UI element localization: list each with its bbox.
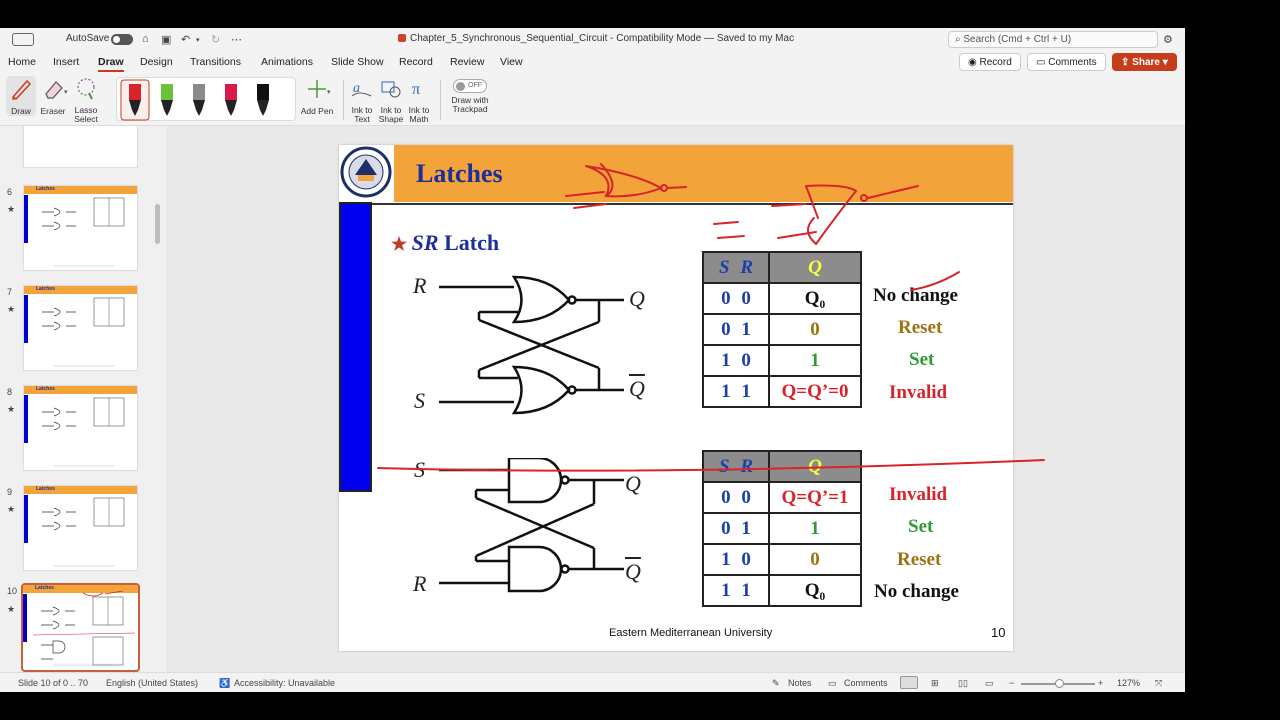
nor-status-reset: Reset	[898, 317, 943, 338]
slide-number: 9	[7, 487, 13, 497]
slide-number: 8	[7, 387, 13, 397]
share-button[interactable]	[1112, 53, 1177, 71]
svg-text:a: a	[353, 81, 360, 96]
eraser-icon	[40, 76, 66, 102]
nand-status-no-change: No change	[874, 581, 959, 602]
tab-draw[interactable]: Draw	[98, 56, 124, 68]
reading-view-icon[interactable]: ▯▯	[958, 678, 968, 688]
eraser-tool-label: Eraser	[40, 106, 66, 116]
header-sr: S R	[703, 252, 769, 283]
ink-to-shape-label: Ink to Shape	[378, 105, 404, 124]
animation-star-icon: ★	[7, 404, 16, 414]
lasso-select-button[interactable]	[72, 76, 100, 124]
subtitle-italic: SR	[411, 230, 439, 255]
autosave-label: AutoSave	[66, 33, 110, 44]
header-sr: S R	[703, 451, 769, 482]
lasso-select-label: Lasso Select	[74, 105, 98, 124]
search-placeholder: Search (Cmd + Ctrl + U)	[963, 34, 1072, 45]
notes-button[interactable]: Notes	[788, 678, 812, 688]
nand-status-invalid: Invalid	[889, 484, 948, 505]
add-pen-label: Add Pen	[300, 106, 334, 116]
nand-status-set: Set	[908, 516, 934, 537]
thumb-title: Latches	[36, 286, 55, 292]
slide-footer: Eastern Mediterranean University	[609, 627, 773, 639]
chevron-down-icon: ▾	[1162, 57, 1168, 68]
zoom-slider-knob[interactable]	[1055, 679, 1064, 688]
animation-star-icon: ★	[7, 504, 16, 514]
nor-status-invalid: Invalid	[889, 382, 948, 403]
pens-gallery-graphic	[117, 78, 297, 122]
redo-icon[interactable]: ↻	[211, 34, 221, 46]
header-q: Q	[769, 451, 861, 482]
pen-2[interactable]	[161, 84, 173, 116]
tab-insert[interactable]: Insert	[53, 56, 80, 68]
draw-with-trackpad-toggle[interactable]	[453, 79, 487, 93]
row-sr: 0 1	[703, 513, 769, 544]
tab-record[interactable]: Record	[399, 56, 433, 68]
row-sr: 1 0	[703, 544, 769, 575]
zoom-level[interactable]: 127%	[1117, 678, 1141, 688]
comments-status-button[interactable]: Comments	[844, 678, 888, 688]
undo-icon[interactable]: ↶	[181, 34, 191, 46]
zoom-out-icon[interactable]: −	[1009, 678, 1015, 688]
slide-sorter-view-icon[interactable]: ⊞	[931, 678, 939, 688]
more-options-icon[interactable]: ⋯	[231, 34, 242, 46]
thumb-content-graphic	[24, 286, 138, 371]
row-sr: 0 0	[703, 482, 769, 513]
undo-dropdown-chevron-icon[interactable]: ▾	[196, 37, 200, 44]
slide-show-view-icon[interactable]: ▭	[985, 678, 994, 688]
slide-thumbnail-9[interactable]	[23, 485, 138, 571]
language-indicator[interactable]: English (United States)	[106, 678, 199, 688]
star-bullet-icon: ★	[391, 234, 412, 254]
tab-design[interactable]: Design	[140, 56, 173, 68]
document-title-text: Chapter_5_Synchronous_Sequential_Circuit - Compatibility Mode — Saved to my Mac	[410, 33, 795, 44]
nor-input-top-label: R	[413, 273, 427, 298]
slide-page-number: 10	[991, 625, 1006, 640]
slide-thumbnail-10-selected[interactable]	[21, 583, 140, 672]
pen-4[interactable]	[225, 84, 237, 116]
animation-star-icon: ★	[7, 204, 16, 214]
animation-star-icon: ★	[7, 304, 16, 314]
powerpoint-file-icon	[398, 34, 406, 42]
row-sr: 1 1	[703, 376, 769, 407]
thumb-content-graphic	[23, 585, 140, 672]
ribbon-divider	[440, 80, 441, 120]
row-q: Q=Q’=0	[769, 376, 861, 407]
add-pen-chevron-down-icon[interactable]: ▾	[327, 89, 331, 96]
row-sr: 0 1	[703, 314, 769, 345]
ink-to-text-icon	[349, 76, 375, 102]
nand-input-top-label: S	[414, 457, 425, 482]
pi-icon	[406, 76, 432, 102]
nor-status-set: Set	[909, 349, 935, 370]
thumb-content-graphic	[24, 186, 138, 271]
notes-icon: ✎	[772, 678, 780, 688]
home-icon[interactable]: ⌂	[142, 33, 149, 45]
header-q: Q	[769, 252, 861, 283]
nor-status-no-change: No change	[873, 285, 958, 306]
nor-output-qbar-label: $\overline{Q}$	[629, 376, 645, 401]
status-bar	[0, 672, 1185, 692]
document-title[interactable]	[398, 33, 794, 44]
pen-3[interactable]	[193, 84, 205, 116]
slide-thumbnail-7[interactable]	[23, 285, 138, 371]
row-sr: 0 0	[703, 283, 769, 314]
search-box[interactable]	[948, 31, 1158, 48]
draw-ribbon	[0, 74, 1185, 126]
pen-cursor-icon	[8, 76, 34, 102]
ink-to-shape-button[interactable]	[377, 76, 405, 124]
comment-icon: ▭	[1036, 57, 1049, 68]
normal-view-icon[interactable]	[900, 676, 918, 689]
record-button[interactable]	[959, 53, 1021, 71]
tab-review[interactable]: Review	[450, 56, 485, 68]
tab-transitions[interactable]: Transitions	[190, 56, 241, 68]
row-q: Q₀	[769, 575, 861, 606]
comments-status-icon: ▭	[828, 678, 837, 688]
trackpad-toggle-state: OFF	[468, 82, 482, 89]
pen-1[interactable]	[121, 80, 149, 120]
slide-info: Slide 10 of 0 .. 70	[18, 678, 89, 688]
ink-to-text-button[interactable]	[348, 76, 376, 124]
ink-to-math-button[interactable]	[405, 76, 433, 124]
pen-5[interactable]	[257, 84, 269, 116]
row-q: 0	[769, 544, 861, 575]
row-q: Q=Q’=1	[769, 482, 861, 513]
nand-output-qbar-label: $\overline{Q}$	[625, 559, 641, 584]
eraser-dropdown-chevron-icon[interactable]: ▾	[64, 89, 68, 96]
record-button-label: Record	[979, 57, 1012, 68]
row-q: 1	[769, 513, 861, 544]
thumb-title: Latches	[36, 386, 55, 392]
tab-home[interactable]: Home	[8, 56, 37, 68]
row-sr: 1 1	[703, 575, 769, 606]
ink-annotations	[166, 126, 1185, 672]
slide-canvas	[166, 126, 1185, 672]
nor-input-bottom-label: S	[414, 388, 425, 413]
row-q: 1	[769, 345, 861, 376]
slide-thumbnail-6[interactable]	[23, 185, 138, 271]
ink-to-text-label: Ink to Text	[351, 105, 373, 124]
comments-button[interactable]	[1027, 53, 1106, 71]
accessibility-icon: ♿	[219, 678, 231, 688]
animation-star-icon: ★	[7, 604, 16, 614]
slide-number: 6	[7, 187, 13, 197]
tab-animations[interactable]: Animations	[261, 56, 313, 68]
nor-output-q-label: Q	[629, 286, 645, 311]
nand-output-q-label: Q	[625, 471, 641, 496]
accessibility-status[interactable]: Accessibility: Unavailable	[234, 678, 336, 688]
draw-tool-button[interactable]	[6, 76, 36, 116]
slide-number: 7	[7, 287, 13, 297]
subtitle-rest: Latch	[438, 230, 500, 255]
powerpoint-window	[0, 28, 1185, 692]
row-q: Q₀	[769, 283, 861, 314]
share-button-label: Share	[1132, 57, 1160, 68]
nand-status-reset: Reset	[897, 549, 942, 570]
thumb-title: Latches	[36, 486, 55, 492]
autosave-toggle[interactable]	[111, 34, 133, 45]
slide-thumbnail-5[interactable]	[23, 126, 138, 168]
share-settings-icon[interactable]: ⚙	[1163, 34, 1173, 46]
lasso-icon	[73, 76, 99, 102]
title-bar	[0, 28, 1185, 52]
nand-input-bottom-label: R	[413, 571, 427, 596]
fit-to-window-icon[interactable]: ⤧	[1155, 678, 1163, 688]
slide-thumbnail-pane	[0, 126, 165, 672]
eraser-tool-button[interactable]	[38, 76, 68, 116]
record-icon: ◉	[968, 57, 980, 68]
row-sr: 1 0	[703, 345, 769, 376]
tab-view[interactable]: View	[500, 56, 523, 68]
thumb-title: Latches	[36, 186, 55, 192]
pens-gallery	[116, 77, 296, 121]
thumbnail-scrollbar[interactable]	[155, 204, 160, 244]
comments-button-label: Comments	[1048, 57, 1097, 68]
tab-slide-show[interactable]: Slide Show	[331, 56, 384, 68]
thumb-title: Latches	[35, 585, 54, 591]
slide-thumbnail-8[interactable]	[23, 385, 138, 471]
ink-to-math-label: Ink to Math	[408, 105, 430, 124]
ink-to-shape-icon	[378, 76, 404, 102]
row-q: 0	[769, 314, 861, 345]
share-icon: ⇪	[1121, 57, 1133, 68]
ribbon-divider	[343, 80, 344, 120]
zoom-in-icon[interactable]: +	[1098, 678, 1104, 688]
save-icon[interactable]: ▣	[161, 34, 172, 46]
add-pen-button[interactable]	[298, 76, 336, 116]
svg-text:π: π	[412, 81, 421, 98]
search-icon: ⌕	[955, 34, 964, 45]
thumb-content-graphic	[24, 386, 138, 471]
slide-title: Latches	[416, 159, 503, 188]
thumb-content-graphic	[24, 486, 138, 571]
draw-tool-label: Draw	[11, 106, 31, 116]
slide-number: 10	[7, 586, 18, 596]
sidebar-toggle-icon[interactable]	[12, 33, 34, 46]
draw-with-trackpad-label: Draw with Trackpad	[451, 95, 489, 114]
